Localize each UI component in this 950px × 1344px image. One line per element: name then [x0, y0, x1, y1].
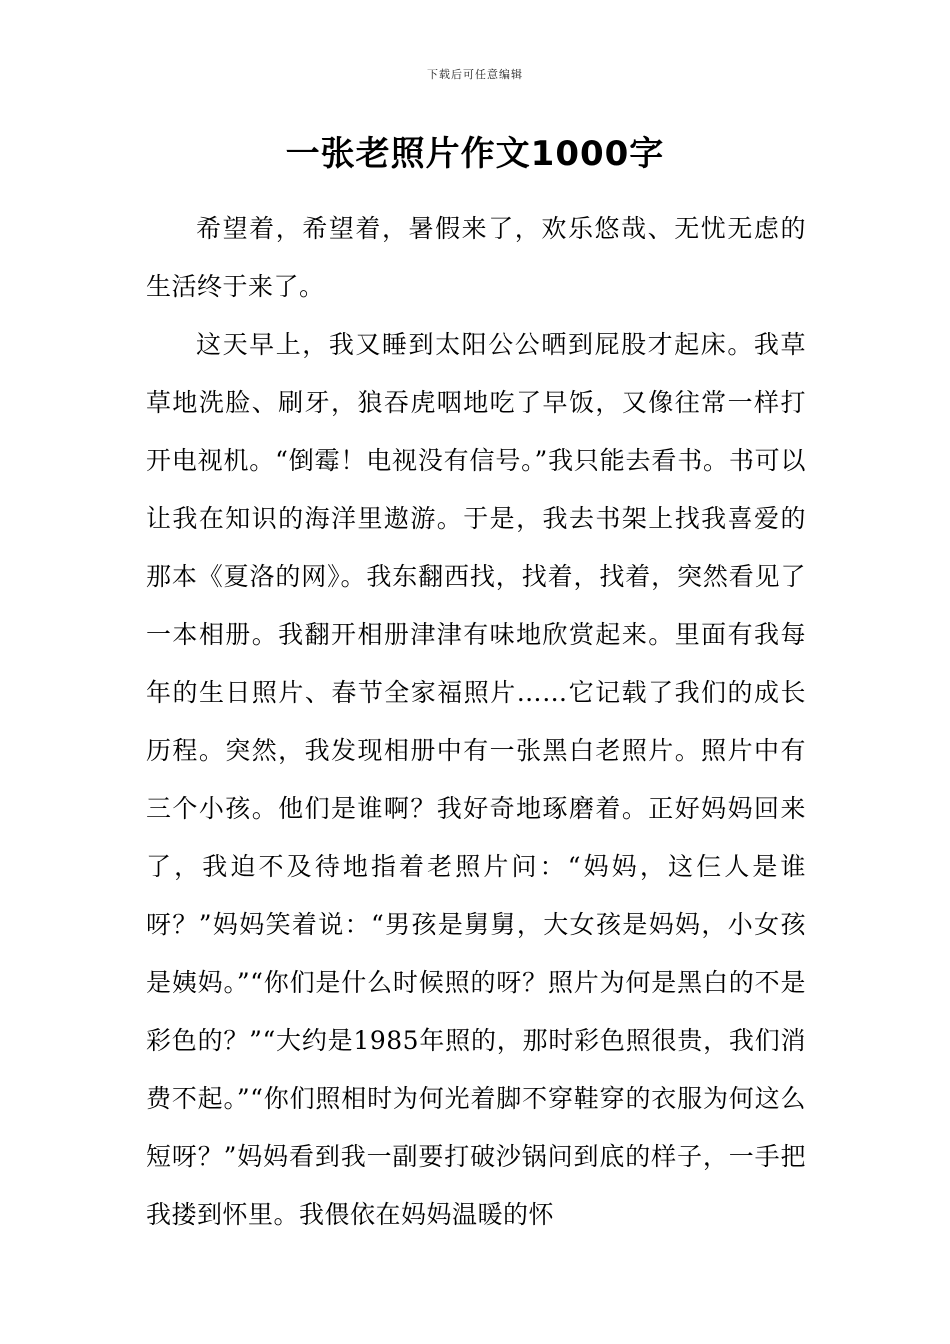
document-body — [146, 200, 806, 1244]
paragraph: 希望着，希望着，暑假来了，欢乐悠哉、无忧无虑的生活终于来了。 — [146, 214, 806, 301]
header-note: 下载后可任意编辑 — [427, 68, 523, 81]
document-title: 一张老照片作文1000字 — [285, 134, 665, 174]
paragraph: 这天早上，我又睡到太阳公公晒到屁股才起床。我草草地洗脸、刷牙，狼吞虎咽地吃了早饭，又像往常一样打开电视机。“倒霉！电视没有信号。”我只能去看书。书可以让我在知识的海洋里遨游。于是，我去书架上找我喜爱的那本《夏洛的网》。我东翻西找，找着，找着，突然看见了一本相册。我翻开相册津津有味地欣赏起来。里面有我每年的生日照片、春节全家福照片……它记载了我们的成长历程。突然，我发现相册中有一张黑白老照片。照片中有三个小孩。他们是谁啊？我好奇地琢磨着。正好妈妈回来了，我迫不及待地指着老照片问：“妈妈，这仨人是谁呀？”妈妈笑着说：“男孩是舅舅，大女孩是妈妈，小女孩是姨妈。”“你们是什么时候照的呀？照片为何是黑白的不是彩色的？”“大约是1985年照的，那时彩色照很贵，我们消费不起。”“你们照相时为何光着脚不穿鞋穿的衣服为何这么短呀？”妈妈看到我一副要打破沙锅问到底的样子，一手把我搂到怀里。我偎依在妈妈温暖的怀 — [146, 330, 806, 1229]
